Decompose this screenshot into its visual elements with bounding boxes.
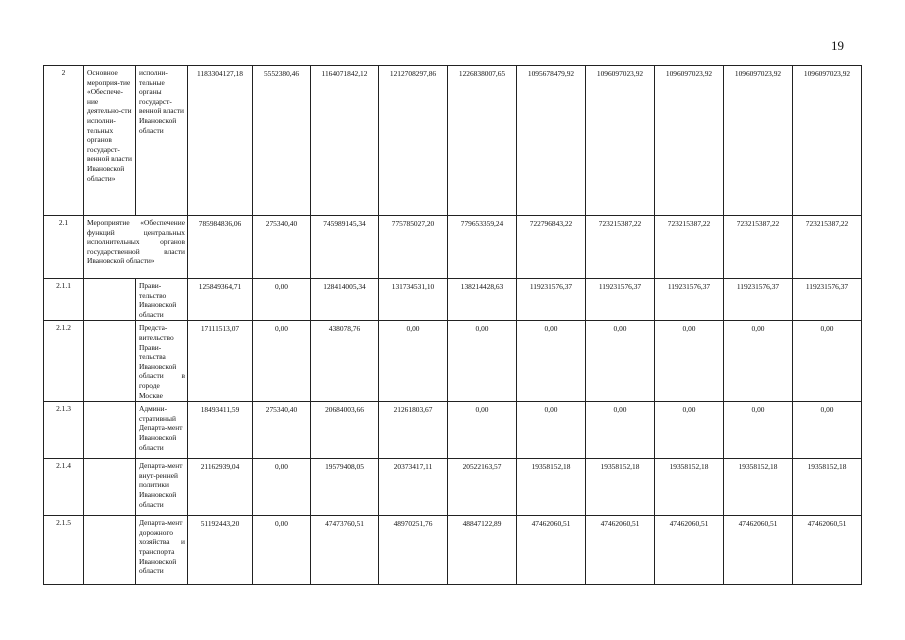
value-cell: 47473760,51 xyxy=(311,516,379,585)
value-cell: 18493411,59 xyxy=(188,402,253,459)
value-cell: 119231576,37 xyxy=(655,279,724,321)
value-cell: 1164071842,12 xyxy=(311,66,379,216)
value-cell: 745989145,34 xyxy=(311,216,379,279)
value-cell: 779653359,24 xyxy=(448,216,517,279)
value-cell: 48847122,89 xyxy=(448,516,517,585)
table-row xyxy=(44,402,862,459)
value-cell: 21162939,04 xyxy=(188,459,253,516)
value-cell: 0,00 xyxy=(724,321,793,402)
row-name: Основное мероприя-тие «Обеспече-ние деятельно-сти исполни-тельных органов государст-венной власти Ивановской области» xyxy=(84,66,136,216)
value-cell: 1095678479,92 xyxy=(517,66,586,216)
value-cell: 119231576,37 xyxy=(517,279,586,321)
value-cell: 47462060,51 xyxy=(724,516,793,585)
value-cell: 0,00 xyxy=(253,459,311,516)
row-name xyxy=(84,279,136,321)
value-cell: 0,00 xyxy=(655,402,724,459)
value-cell: 722796843,22 xyxy=(517,216,586,279)
value-cell: 47462060,51 xyxy=(793,516,862,585)
row-code: 2.1.5 xyxy=(44,516,84,585)
value-cell: 17111513,07 xyxy=(188,321,253,402)
value-cell: 0,00 xyxy=(253,321,311,402)
value-cell: 0,00 xyxy=(586,402,655,459)
value-cell: 119231576,37 xyxy=(724,279,793,321)
row-code: 2.1.1 xyxy=(44,279,84,321)
row-code: 2.1.3 xyxy=(44,402,84,459)
row-code: 2.1.4 xyxy=(44,459,84,516)
value-cell: 438078,76 xyxy=(311,321,379,402)
value-cell: 20684003,66 xyxy=(311,402,379,459)
value-cell: 19579408,05 xyxy=(311,459,379,516)
value-cell: 1096097023,92 xyxy=(724,66,793,216)
value-cell: 47462060,51 xyxy=(517,516,586,585)
value-cell: 125849364,71 xyxy=(188,279,253,321)
value-cell: 723215387,22 xyxy=(724,216,793,279)
value-cell: 785984836,06 xyxy=(188,216,253,279)
row-code: 2.1.2 xyxy=(44,321,84,402)
table-row xyxy=(44,66,862,216)
row-executor: исполни-тельные органы государст-венной власти Ивановской области xyxy=(136,66,188,216)
table-row xyxy=(44,516,862,585)
value-cell: 0,00 xyxy=(724,402,793,459)
value-cell: 775785027,20 xyxy=(379,216,448,279)
value-cell: 275340,40 xyxy=(253,402,311,459)
row-name xyxy=(84,321,136,402)
table-row xyxy=(44,459,862,516)
row-executor: Департа-мент внут-ренней политики Ивановской области xyxy=(136,459,188,516)
value-cell: 0,00 xyxy=(793,402,862,459)
value-cell: 0,00 xyxy=(517,321,586,402)
value-cell: 0,00 xyxy=(586,321,655,402)
value-cell: 1183304127,18 xyxy=(188,66,253,216)
value-cell: 19358152,18 xyxy=(793,459,862,516)
page-number: 19 xyxy=(831,38,844,53)
value-cell: 275340,40 xyxy=(253,216,311,279)
value-cell: 1096097023,92 xyxy=(655,66,724,216)
value-cell: 0,00 xyxy=(793,321,862,402)
value-cell: 19358152,18 xyxy=(724,459,793,516)
value-cell: 119231576,37 xyxy=(586,279,655,321)
value-cell: 0,00 xyxy=(253,516,311,585)
value-cell: 20373417,11 xyxy=(379,459,448,516)
value-cell: 723215387,22 xyxy=(586,216,655,279)
value-cell: 20522163,57 xyxy=(448,459,517,516)
row-name xyxy=(84,402,136,459)
row-executor: Предста-вительство Прави-тельства Ивановской области в городе Москве xyxy=(136,321,188,402)
value-cell: 48970251,76 xyxy=(379,516,448,585)
value-cell: 0,00 xyxy=(448,402,517,459)
row-executor: Админи-стративный Департа-мент Ивановской области xyxy=(136,402,188,459)
row-name xyxy=(84,459,136,516)
value-cell: 47462060,51 xyxy=(586,516,655,585)
budget-table xyxy=(43,65,862,585)
value-cell: 1212708297,86 xyxy=(379,66,448,216)
value-cell: 128414005,34 xyxy=(311,279,379,321)
value-cell: 19358152,18 xyxy=(655,459,724,516)
value-cell: 131734531,10 xyxy=(379,279,448,321)
value-cell: 723215387,22 xyxy=(793,216,862,279)
table-row xyxy=(44,321,862,402)
value-cell: 0,00 xyxy=(379,321,448,402)
value-cell: 21261803,67 xyxy=(379,402,448,459)
row-name xyxy=(84,516,136,585)
value-cell: 5552380,46 xyxy=(253,66,311,216)
value-cell: 0,00 xyxy=(655,321,724,402)
table-row xyxy=(44,216,862,279)
value-cell: 19358152,18 xyxy=(586,459,655,516)
value-cell: 1226838007,65 xyxy=(448,66,517,216)
row-code: 2.1 xyxy=(44,216,84,279)
value-cell: 1096097023,92 xyxy=(586,66,655,216)
value-cell: 119231576,37 xyxy=(793,279,862,321)
value-cell: 138214428,63 xyxy=(448,279,517,321)
value-cell: 0,00 xyxy=(517,402,586,459)
row-name: Мероприятие «Обеспечение функций центральных исполнительных органов государственной власти Ивановской области» xyxy=(84,216,188,279)
value-cell: 19358152,18 xyxy=(517,459,586,516)
value-cell: 51192443,20 xyxy=(188,516,253,585)
row-executor: Прави-тельство Ивановской области xyxy=(136,279,188,321)
value-cell: 1096097023,92 xyxy=(793,66,862,216)
value-cell: 47462060,51 xyxy=(655,516,724,585)
value-cell: 0,00 xyxy=(253,279,311,321)
row-executor: Департа-мент дорожного хозяйства и транспорта Ивановской области xyxy=(136,516,188,585)
row-code: 2 xyxy=(44,66,84,216)
value-cell: 0,00 xyxy=(448,321,517,402)
table-row xyxy=(44,279,862,321)
value-cell: 723215387,22 xyxy=(655,216,724,279)
